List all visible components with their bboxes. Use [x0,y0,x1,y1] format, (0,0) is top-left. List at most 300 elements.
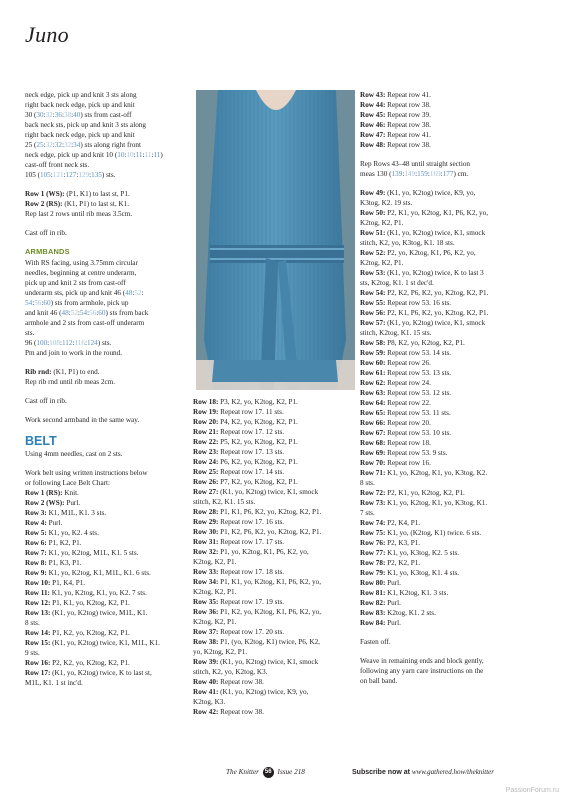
row-text: (K1, yo, K2tog) twice, K1, smock [385,319,486,327]
row-label: Row 9: [25,569,47,577]
size-sep: : [41,299,44,307]
row-text: 8 sts. [360,479,375,487]
row-text: (K1, P1) to last st, K1. [62,200,130,208]
pattern-row [360,408,542,418]
pattern-row [360,288,542,298]
belt-instruction-line: Work belt using written instructions below [25,469,148,477]
row-label: Row 59: [360,349,386,357]
armbands-text: ) [105,309,110,317]
armbands-text: With RS facing, using 3.75mm circular [25,259,138,267]
pattern-row [193,557,355,567]
row-label: Row 73: [360,499,386,507]
row-label: Row 61: [360,369,386,377]
intro-line [25,140,190,150]
size-value: 32 [45,141,53,149]
cast-off-text-2: Cast off in rib. [25,397,67,405]
size-value: 56 [89,309,97,317]
right-column [360,90,542,695]
row-text: K2tog, K1. 2 sts. [385,609,436,617]
row-text: (K1, yo, K2tog) twice, K9, yo, [385,189,476,197]
row-text: Repeat row 26. [385,359,431,367]
pattern-row [25,518,190,528]
pattern-row [360,428,542,438]
page-title: Juno [25,22,69,47]
row-text: P3, K2, yo, K2tog, K2, P1. [218,398,298,406]
size-value: 40 [73,111,81,119]
row-label: Row 25: [193,468,219,476]
pattern-row [193,547,355,557]
weave-paragraph [360,656,542,686]
pattern-row [25,628,190,638]
row-text: Repeat row 20. [385,419,431,427]
row-label: Row 79: [360,569,386,577]
pattern-row [25,648,190,658]
row-text: P1, K1, yo, K2tog, K2, P1. [50,599,130,607]
row-label: Row 36: [193,608,219,616]
size-value: 32 [63,141,72,149]
row-label: Row 38: [193,638,219,646]
row-text: K2tog, K3. [193,698,226,706]
intro-line [25,170,190,180]
row-text: 8 sts. [25,619,40,627]
size-value: 108 [49,339,60,347]
armbands-paragraph [25,258,190,358]
row-label: Row 35: [193,598,219,606]
row-label: Row 26: [193,478,219,486]
pattern-row [193,527,355,537]
row-text: Repeat row 17. 16 sts. [218,518,285,526]
pattern-row [193,587,355,597]
row-label: Row 49: [360,189,386,197]
row-text: P2, K4, P1. [385,519,421,527]
row-label: Row 17: [25,669,51,677]
row-label: Row 1 (WS): [25,190,65,198]
row-text: (K1, P1) to end. [51,368,100,376]
pattern-row [193,497,355,507]
weave-line: following any yarn care instructions on the [360,667,484,675]
intro-text: ) sts from cast-off [80,111,132,119]
size-value: 25 [36,141,44,149]
row-text: Purl. [385,599,401,607]
row-label: Row 28: [193,508,219,516]
pattern-row [25,658,190,668]
size-value: 100 [36,339,48,347]
pattern-row [360,238,542,248]
row-label: Row 31: [193,538,219,546]
intro-text: ) sts along right front [80,141,142,149]
row-text: Purl. [64,499,81,507]
size-value: 56 [34,299,42,307]
armbands-text: sts. [25,329,35,337]
pattern-row [360,90,542,100]
row-text: Repeat row 17. 19 sts. [218,598,285,606]
row-text: P1, K2, P1. [46,539,82,547]
size-value: 48 [61,309,69,317]
second-armband-text: Work second armband in the same way. [25,416,140,424]
row-label: Row 16: [25,659,51,667]
row-text: M1L, K1. 1 st inc'd. [25,679,83,687]
row-label: Row 77: [360,549,386,557]
pattern-row [193,657,355,667]
row-text: P2, K2, yo, K2tog, K2, P1. [50,659,130,667]
intro-line: right back neck edge, pick up and knit [25,131,135,139]
row-label: Row 41: [193,688,219,696]
size-value: 149 [404,170,416,178]
pattern-row [360,418,542,428]
armbands-line [25,288,190,298]
size-sep: : [77,309,80,317]
pattern-row [25,488,190,498]
row-text: Repeat row 39. [385,111,431,119]
size-sep: : [124,151,127,159]
pattern-row [193,517,355,527]
cast-off-text: Cast off in rib. [25,229,67,237]
row-text: P2, yo, K2tog, K1, P6, K2, yo, [385,249,476,257]
row-label: Row 82: [360,599,386,607]
row-text: Repeat row 22. [385,399,431,407]
pattern-row [193,597,355,607]
row-label: Row 75: [360,529,386,537]
row-text: Repeat row 53. 9 sts. [385,449,448,457]
row-text: Repeat row 38. [385,141,431,149]
size-sep: : [132,289,135,297]
row-text: K3tog, K2. 19 sts. [360,199,413,207]
pattern-row [360,130,542,140]
row-label: Row 46: [360,121,386,129]
pattern-row [193,627,355,637]
row-text: (K1, yo, K2tog) twice, M1L, K1. [50,609,148,617]
row-text: K2tog, K2, P1. [193,618,237,626]
pattern-row [360,120,542,130]
row-text: Repeat row 38. [385,121,431,129]
row-text: (K1, yo, K2tog) twice, K to last st, [50,669,152,677]
row-text: K1, yo, K2. 4 sts. [46,529,99,537]
pattern-row [193,417,355,427]
pattern-row [25,578,190,588]
subscribe-url[interactable]: www.gathered.how/theknitter [411,768,494,776]
pattern-row [25,508,190,518]
pattern-row [193,617,355,627]
pattern-row [25,678,190,688]
row-label: Row 32: [193,548,219,556]
row-text: Repeat row 53. 14 sts. [385,349,452,357]
row-text: Rep rib rnd until rib meas 2cm. [25,378,116,386]
row-text: Repeat row 17. 20 sts. [218,628,285,636]
row-label: Row 15: [25,639,51,647]
row-label: Row 8: [25,559,47,567]
row-text: K1, yo, K2tog, K1, yo, K3tog, K1. [385,499,488,507]
rib-rows [25,189,190,219]
row-text: Repeat row 24. [385,379,431,387]
armbands-text: ) sts. [97,339,112,347]
row-text: 7 sts. [360,509,375,517]
size-value: 105 [39,171,51,179]
weave-line: on ball band. [360,677,398,685]
pattern-row [360,478,542,488]
row-text: stitch, K2, K1. 15 sts. [193,498,256,506]
row-text: stitch, K2, yo, K3tog, K1. 18 sts. [360,239,455,247]
pattern-row [360,338,542,348]
pattern-row [360,398,542,408]
size-value: 60 [98,309,106,317]
pattern-row [193,707,355,717]
size-sep: : [72,339,75,347]
pattern-row [193,537,355,547]
pattern-row [193,427,355,437]
pattern-row [25,618,190,628]
size-value: 121 [52,171,64,179]
size-sep: : [47,339,50,347]
row-text: Repeat row 38. [218,678,264,686]
row-text: P1, K2, yo, K2tog, K2, P1. [50,629,130,637]
armbands-text: underarm sts, pick up and knit 46 ( [25,289,126,297]
pattern-row [360,578,542,588]
row-text: P2, K2, P1. [385,559,421,567]
subscribe-text: Subscribe now at [352,769,410,776]
size-sep: : [151,151,154,159]
pattern-row [25,538,190,548]
row-label: Row 37: [193,628,219,636]
pattern-row [360,100,542,110]
pattern-row [193,457,355,467]
pattern-row [25,498,190,508]
pattern-row [360,448,542,458]
intro-line: right back neck edge, pick up and knit [25,101,135,109]
repeat-note-line [360,169,542,179]
row-text: Repeat row 16. [385,459,431,467]
row-label: Row 54: [360,289,386,297]
size-value: 60 [43,299,51,307]
pattern-row [360,538,542,548]
row-label: Row 12: [25,599,51,607]
pattern-row [25,367,190,377]
row-label: Row 33: [193,568,219,576]
intro-text: 30 ( [25,111,37,119]
right-rows-b [360,188,542,628]
size-value: 135 [91,171,102,179]
size-sep: : [59,339,62,347]
pattern-row [193,697,355,707]
pattern-row [360,358,542,368]
row-text: Repeat row 17. 11 sts. [218,408,284,416]
pattern-row [360,318,542,328]
row-label: Row 24: [193,458,219,466]
row-label: Row 21: [193,428,219,436]
row-label: Row 78: [360,559,386,567]
row-label: Row 62: [360,379,386,387]
armbands-line [25,268,190,278]
row-label: Row 63: [360,389,386,397]
row-text: P1, K1, P6, K2, yo, K2tog, K2, P1. [218,508,322,516]
row-text: (P1, K1) to last st, P1. [64,190,130,198]
intro-line: neck edge, pick up and knit 3 sts along [25,91,137,99]
size-value: 139 [391,170,403,178]
size-sep: : [61,111,64,119]
row-text: K1, yo, (K2tog, K1) twice. 6 sts. [385,529,482,537]
row-text: Repeat row 53. 13 sts. [385,369,452,377]
pattern-row [360,588,542,598]
rib-round-rows [25,367,190,387]
row-label: Row 48: [360,141,386,149]
row-text: K1, M1L, K1. 3 sts. [46,509,107,517]
row-label: Row 5: [25,529,47,537]
row-text: Repeat row 17. 14 sts. [218,468,285,476]
row-text: (K1, yo, K2tog) twice, K1, smock [218,658,319,666]
size-value: 11 [153,151,161,159]
row-text: Knit. [62,489,79,497]
size-sep: : [43,141,46,149]
pattern-row [360,468,542,478]
knitted-top-illustration [196,90,355,390]
row-label: Row 58: [360,339,386,347]
row-text: Repeat row 17. 12 sts. [218,428,285,436]
pattern-row [360,508,542,518]
armbands-text: pick up and knit 2 sts from cast-off [25,279,126,287]
pattern-row [193,397,355,407]
repeat-note-text: meas 130 ( [360,170,392,178]
row-text: Repeat row 41. [385,131,431,139]
armbands-line [25,278,190,288]
footer-magazine [226,767,305,778]
pattern-row [360,568,542,578]
size-sep: : [52,141,55,149]
pattern-row [193,687,355,697]
intro-line: back neck sts, pick up and knit 3 sts along [25,121,146,129]
row-text: Repeat row 53. 16 sts. [385,299,452,307]
pattern-row [25,377,190,387]
row-text: P2, K1, yo, K2tog, K2, P1. [385,489,465,497]
armbands-line [25,298,190,308]
pattern-row [360,548,542,558]
pattern-row [360,458,542,468]
row-label: Row 27: [193,488,219,496]
pattern-row [360,278,542,288]
row-text: sts, K2tog, K1. 1 st dec'd. [360,279,434,287]
row-text: K1, yo, K2tog, M1L, K1. 5 sts. [46,549,139,557]
row-text: Repeat row 53. 11 sts. [385,409,451,417]
row-label: Row 76: [360,539,386,547]
pattern-row [193,667,355,677]
pattern-row [25,548,190,558]
row-text: Purl. [385,619,401,627]
row-label: Row 65: [360,409,386,417]
size-sep: : [43,111,46,119]
middle-rows [193,397,355,717]
magazine-name: The Knitter [226,768,259,777]
size-sep: : [32,299,35,307]
row-text: K2tog, K2, P1. [193,558,237,566]
row-text: P1, K2, yo, K2tog, K1, P6, K2, yo, [218,608,321,616]
row-label: Row 68: [360,439,386,447]
armbands-text: and knit 46 ( [25,309,62,317]
pattern-row [193,577,355,587]
size-value: 34 [73,141,81,149]
size-value: 159 [417,170,428,178]
row-text: K1, yo, K2tog, K1, M1L, K1. 6 sts. [46,569,151,577]
row-text: Repeat row 18. [385,439,431,447]
pattern-row [25,199,190,209]
pattern-row [360,298,542,308]
pattern-row [360,618,542,628]
pattern-row [360,528,542,538]
armbands-line [25,328,190,338]
intro-line [25,150,190,160]
size-sep: : [402,170,405,178]
pattern-row [193,477,355,487]
row-label: Row 80: [360,579,386,587]
row-label: Row 20: [193,418,219,426]
row-text: P1, K1, yo, K2tog, K1, P6, K2, yo, [218,578,321,586]
row-label: Row 2 (RS): [25,200,63,208]
armbands-line [25,308,190,318]
size-sep: : [71,111,74,119]
size-value: 54 [79,309,88,317]
pattern-row [193,447,355,457]
size-value: 169 [429,170,441,178]
size-sep: : [96,309,99,317]
pattern-row [360,198,542,208]
size-sep: : [50,171,53,179]
weave-line: Weave in remaining ends and block gently, [360,657,484,665]
size-value: 124 [86,339,98,347]
row-text: P2, K3, P1. [385,539,421,547]
pattern-row [193,647,355,657]
intro-line [25,110,190,120]
pattern-row [360,438,542,448]
row-text: P8, K2, yo, K2tog, K2, P1. [385,339,465,347]
pattern-row [360,518,542,528]
pattern-row [360,308,542,318]
size-value: 52 [134,289,142,297]
row-label: Row 1 (RS): [25,489,63,497]
row-label: Row 71: [360,469,386,477]
row-label: Rib rnd: [25,368,52,376]
pattern-row [360,558,542,568]
belt-instruction-line: or following Lace Belt Chart: [25,479,111,487]
pattern-row [360,248,542,258]
armbands-heading: ARMBANDS [25,247,70,256]
row-label: Row 13: [25,609,51,617]
pattern-row [360,378,542,388]
garment-photo [196,90,355,390]
intro-text: 25 ( [25,141,37,149]
armbands-text: 96 ( [25,339,37,347]
size-value: 30 [36,111,44,119]
pattern-row [193,637,355,647]
row-label: Row 47: [360,131,386,139]
fasten-off-text: Fasten off. [360,638,391,646]
row-label: Row 6: [25,539,47,547]
intro-text: 105 ( [25,171,40,179]
row-label: Row 4: [25,519,47,527]
armbands-text: Pm and join to work in the round. [25,349,123,357]
belt-rows [25,488,190,688]
pattern-row [193,607,355,617]
row-text: P2, K1, P6, K2, yo, K2tog, K2, P1. [385,309,489,317]
row-label: Row 22: [193,438,219,446]
size-sep: : [76,171,79,179]
pattern-row [25,668,190,678]
row-label: Row 29: [193,518,219,526]
pattern-row [193,677,355,687]
size-value: 36 [54,111,62,119]
row-text: P7, K2, yo, K2tog, K2, P1. [218,478,298,486]
size-value: 52 [70,309,78,317]
row-text: (K1, yo, K2tog) twice, K9, yo, [218,688,309,696]
row-text: Purl. [385,579,401,587]
row-label: Row 56: [360,309,386,317]
row-text: P4, K2, yo, K2tog, K2, P1. [218,418,298,426]
